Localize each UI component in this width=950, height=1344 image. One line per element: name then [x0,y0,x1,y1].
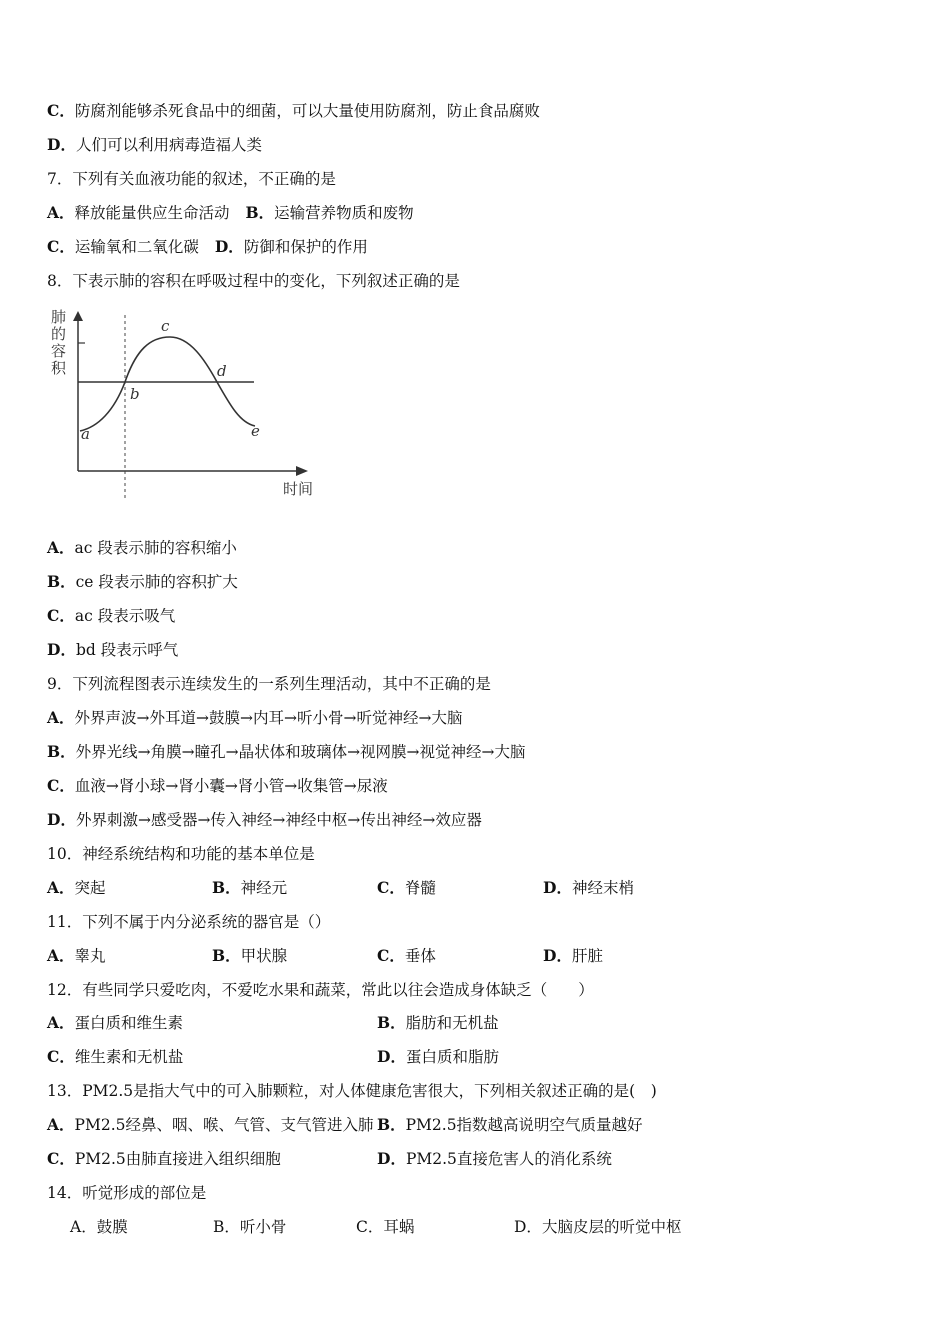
option-text: 肝脏 [571,947,603,965]
y-label-char: 肺 [51,308,67,326]
option-label: C． [47,1047,75,1066]
lung-volume-figure [40,305,340,505]
point-label-e: e [251,422,260,440]
q12-option-a [47,1013,183,1033]
option-label: B． [47,742,76,761]
option-label: D． [47,810,76,829]
option-text: 外界光线→角膜→瞳孔→晶状体和玻璃体→视网膜→视觉神经→大脑 [75,743,526,761]
option-text: bd 段表示呼气 [75,641,179,659]
option-text: PM2.5由肺直接进入组织细胞 [74,1150,281,1168]
option-label: C． [47,606,75,625]
option-text: 运输氧和二氧化碳 [74,238,199,256]
option-text: PM2.5直接危害人的消化系统 [405,1150,612,1168]
option-label: D． [377,1149,406,1168]
q9-option-c [47,776,388,796]
q13-option-d [377,1149,612,1169]
option-text: 突起 [74,879,106,897]
option-text: 耳蜗 [383,1218,415,1236]
q11-option-d [543,946,603,966]
option-label: D． [543,878,572,897]
option-label: B． [47,572,76,591]
option-label: C． [47,776,75,795]
q10-stem: 10．神经系统结构和功能的基本单位是 [47,845,315,863]
option-text: 甲状腺 [240,947,288,965]
point-label-d: d [217,362,227,380]
q6-option-c [47,101,540,121]
option-text: 脊髓 [404,879,436,897]
q14-option-b [213,1217,286,1237]
q9-option-d [47,810,482,830]
q13-stem: 13．PM2.5是指大气中的可入肺颗粒，对人体健康危害很大，下列相关叙述正确的是( ) [47,1082,657,1100]
option-label: B． [212,878,241,897]
option-text: 神经末梢 [571,879,634,897]
q10-option-d [543,878,634,898]
y-label-char: 的 [51,325,67,343]
q12-option-b [377,1013,499,1033]
option-text: 神经元 [240,879,288,897]
q11-option-c [377,946,436,966]
option-label: D． [47,640,76,659]
option-label: A． [47,203,75,222]
option-label: C． [356,1218,384,1236]
option-text: 外界刺激→感受器→传入神经→神经中枢→传出神经→效应器 [75,811,482,829]
option-text: 睾丸 [74,947,106,965]
option-text: 脂肪和无机盐 [405,1014,499,1032]
option-label: A． [47,538,75,557]
option-text: ac 段表示肺的容积缩小 [74,539,237,557]
q9-stem: 9．下列流程图表示连续发生的一系列生理活动，其中不正确的是 [47,675,491,693]
q8-option-a [47,538,237,558]
q11-option-a [47,946,106,966]
option-text: 人们可以利用病毒造福人类 [75,136,262,154]
option-text: 听小骨 [239,1218,287,1236]
option-label: D． [514,1218,542,1236]
q12-stem: 12．有些同学只爱吃肉，不爱吃水果和蔬菜，常此以往会造成身体缺乏（ ） [47,981,594,999]
option-text: ac 段表示吸气 [74,607,176,625]
point-label-a: a [81,425,90,443]
option-label: B． [377,1115,406,1134]
option-text: 防御和保护的作用 [243,238,368,256]
option-text: 血液→肾小球→肾小囊→肾小管→收集管→尿液 [74,777,388,795]
option-label: C． [377,946,405,965]
x-axis-arrow [296,466,308,476]
q8-option-c [47,606,175,626]
q10-option-c [377,878,436,898]
option-label: C． [47,101,75,120]
point-labels [81,317,260,443]
option-label: A． [47,946,75,965]
option-label: C． [47,237,75,256]
option-label: A． [47,1115,75,1134]
option-label: B． [212,946,241,965]
option-label: B． [377,1013,406,1032]
q7-options-cd [47,237,368,257]
option-text: 释放能量供应生命活动 [74,204,230,222]
q12-option-d [377,1047,499,1067]
q10-option-b [212,878,287,898]
option-text: 大脑皮层的听觉中枢 [541,1218,682,1236]
q12-option-c [47,1047,183,1067]
q8-option-b [47,572,238,592]
q14-option-d [514,1217,681,1237]
y-label-char: 积 [51,359,67,377]
q8-option-d [47,640,178,660]
q14-stem: 14．听觉形成的部位是 [47,1184,207,1202]
q7-options-ab [47,203,414,223]
option-label: A． [47,878,75,897]
option-label: D． [377,1047,406,1066]
option-text: PM2.5指数越高说明空气质量越好 [405,1116,643,1134]
option-label: D． [543,946,572,965]
point-label-c: c [161,317,170,335]
q13-option-a [47,1115,373,1135]
q10-option-a [47,878,106,898]
q13-option-c [47,1149,281,1169]
option-text: ce 段表示肺的容积扩大 [75,573,238,591]
option-text: 蛋白质和维生素 [74,1014,184,1032]
option-text: 外界声波→外耳道→鼓膜→内耳→听小骨→听觉神经→大脑 [74,709,463,727]
option-label: A． [70,1218,97,1236]
option-label: B． [245,203,275,222]
option-text: PM2.5经鼻、咽、喉、气管、支气管进入肺 [74,1116,374,1134]
option-label: C． [377,878,405,897]
point-label-b: b [130,385,140,403]
y-axis-arrow [73,311,83,321]
option-text: 蛋白质和脂肪 [405,1048,499,1066]
option-text: 垂体 [404,947,436,965]
x-axis-label: 时间 [283,480,314,498]
q9-option-b [47,742,526,762]
q7-stem: 7．下列有关血液功能的叙述，不正确的是 [47,170,336,188]
lung-volume-curve [80,337,255,431]
q14-option-a [70,1217,128,1237]
option-text: 维生素和无机盐 [74,1048,184,1066]
option-label: D． [47,135,76,154]
option-text: 运输营养物质和废物 [274,204,414,222]
q9-option-a [47,708,462,728]
q14-option-c [356,1217,414,1237]
option-text: 防腐剂能够杀死食品中的细菌，可以大量使用防腐剂，防止食品腐败 [74,102,540,120]
y-label-char: 容 [51,342,67,360]
q11-stem: 11．下列不属于内分泌系统的器官是（） [47,913,331,931]
option-label: C． [47,1149,75,1168]
option-label: A． [47,708,75,727]
y-axis-label [51,308,67,377]
option-label: D． [214,237,244,256]
option-label: A． [47,1013,75,1032]
q13-option-b [377,1115,643,1135]
q8-stem: 8．下表示肺的容积在呼吸过程中的变化，下列叙述正确的是 [47,272,460,290]
option-text: 鼓膜 [96,1218,128,1236]
option-label: B． [213,1218,240,1236]
q6-option-d [47,135,262,155]
q11-option-b [212,946,287,966]
